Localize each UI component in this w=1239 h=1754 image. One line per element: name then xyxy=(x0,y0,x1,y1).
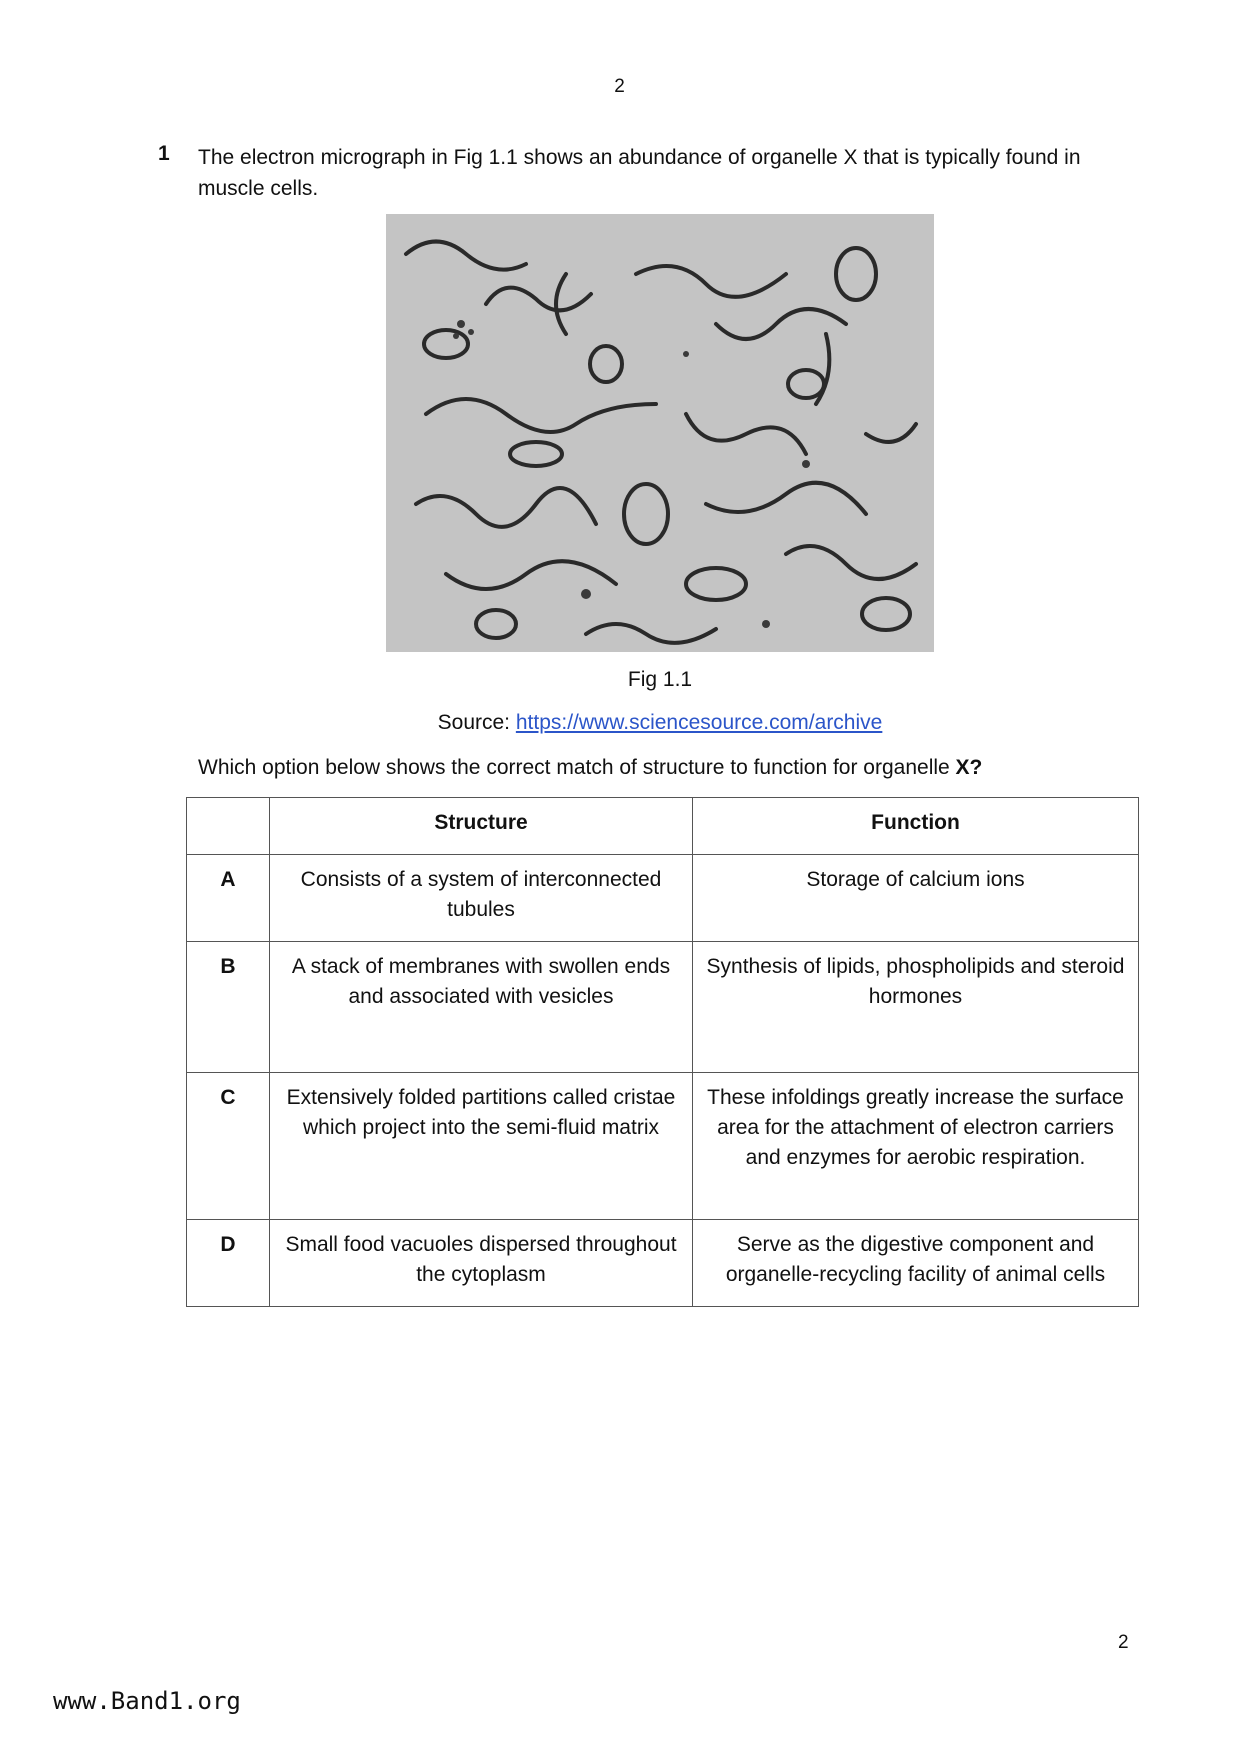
header-structure: Structure xyxy=(270,798,693,855)
prompt-text: Which option below shows the correct match of structure to function for organelle xyxy=(198,756,956,779)
table-row xyxy=(187,1073,1139,1220)
options-table xyxy=(186,797,1139,1307)
option-letter: A xyxy=(187,855,270,942)
option-structure: A stack of membranes with swollen ends and associated with vesicles xyxy=(270,942,693,1073)
figure-source xyxy=(0,711,1239,735)
option-function: Synthesis of lipids, phospholipids and steroid hormones xyxy=(693,942,1139,1073)
option-function: Storage of calcium ions xyxy=(693,855,1139,942)
option-letter: C xyxy=(187,1073,270,1220)
source-link[interactable]: https://www.sciencesource.com/archive xyxy=(515,711,883,734)
option-structure: Consists of a system of interconnected tubules xyxy=(270,855,693,942)
footer-website: www.Band1.org xyxy=(53,1687,241,1715)
option-structure: Extensively folded partitions called cristae which project into the semi-fluid matrix xyxy=(270,1073,693,1220)
page-number-top: 2 xyxy=(614,76,625,97)
page-number-bottom: 2 xyxy=(1118,1632,1129,1653)
table-row xyxy=(187,1220,1139,1307)
figure-caption: Fig 1.1 xyxy=(627,668,693,691)
question-number: 1 xyxy=(158,142,170,165)
table-row xyxy=(187,942,1139,1073)
electron-micrograph-image xyxy=(386,214,934,652)
option-structure: Small food vacuoles dispersed throughout the cytoplasm xyxy=(270,1220,693,1307)
table-row xyxy=(187,855,1139,942)
option-function: These infoldings greatly increase the surface area for the attachment of electron carriers and enzymes for aerobic respiration. xyxy=(693,1073,1139,1220)
header-function: Function xyxy=(693,798,1139,855)
option-letter: D xyxy=(187,1220,270,1307)
header-letter xyxy=(187,798,270,855)
table-header-row xyxy=(187,798,1139,855)
prompt-bold-text: X? xyxy=(955,756,983,779)
option-letter: B xyxy=(187,942,270,1073)
question-prompt xyxy=(198,756,982,780)
question-text: The electron micrograph in Fig 1.1 shows an abundance of organelle X that is typically found in muscle cells. xyxy=(198,146,1081,200)
option-function: Serve as the digestive component and organelle-recycling facility of animal cells xyxy=(693,1220,1139,1307)
source-label: Source: xyxy=(437,711,516,734)
